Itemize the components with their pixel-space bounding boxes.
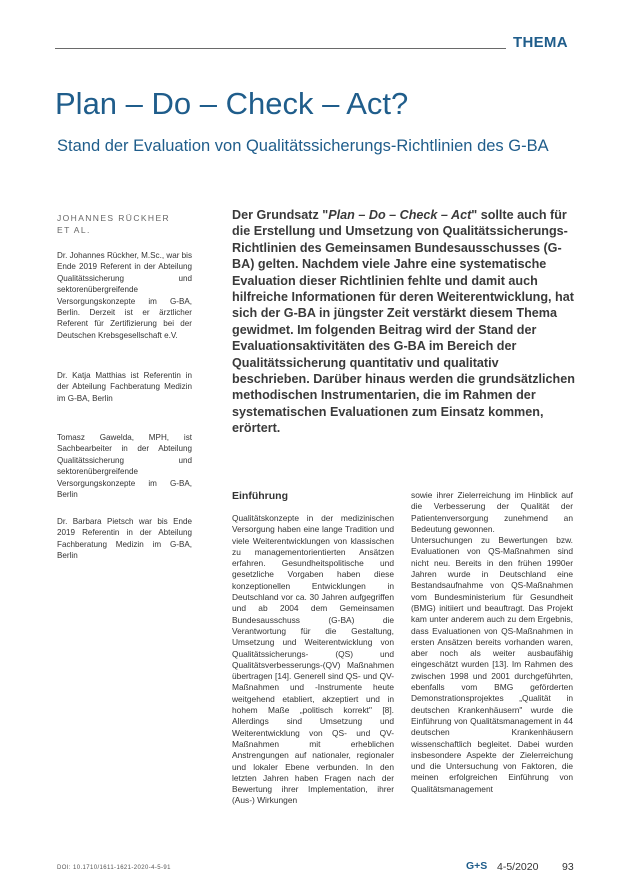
section-label: THEMA	[513, 34, 568, 51]
lead-emphasis: Plan – Do – Check – Act	[328, 208, 472, 222]
lead-text: " sollte auch für die Erstellung und Umsetzung von Qualitätssicherungs-Richtlinien des Gemeinsamen Bundesausschusses (G-BA) gelten. Nachdem viele Jahre eine systematische Evaluation dieser Richtlinien fehlte und damit auch hilfreiche Informationen für deren Weiterentwicklung, hat sich der G-BA in jüngster Zeit verstärkt diesem Thema gewidmet. Im folgenden Beitrag wird der Stand der Evaluationsaktivitäten des G-BA im Bereich der Qualitätssicherung quantitativ und qualitativ beschrieben. Darüber hinaus werden die grundsätzlichen methodischen Instrumentarien, die im Rahmen der systematischen Evaluationen zum Einsatz kommen, erörtert.	[232, 208, 575, 436]
lead-paragraph	[232, 207, 577, 437]
doi-text: DOI: 10.1710/1611-1621-2020-4-5-91	[57, 865, 171, 871]
author-bio: Dr. Barbara Pietsch war bis Ende 2019 Referentin in der Abteilung Fachberatung Medizin im G-BA, Berlin	[57, 517, 192, 561]
page-number: 93	[562, 861, 574, 873]
body-column-1: Qualitätskonzepte in der medizinischen Versorgung haben eine lange Tradition und viele Weiterentwicklungen von klassischen zu managementorientierten Ansätzen erfahren. Gesundheitspolitische und gesetzliche Vorgaben haben diese konzeptionellen Entwicklungen in Deutschland vor ca. 30 Jahren aufgegriffen und ab 2004 dem Gemeinsamen Bundesausschuss (G-BA) die Verantwortung für die Gestaltung, Umsetzung und Weiterentwicklung von Qualitätssicherungs- (QS) und Qualitätsverbesserungs-(QV) Maßnahmen übertragen [14]. Generell sind QS- und QV-Maßnahmen und -Instrumente heute weitgehend etabliert, akzeptiert und in hohem Maße „politisch korrekt" [8]. Allerdings sind Umsetzung und Weiterentwicklung von QS- und QV-Maßnahmen mit erheblichen Anstrengungen auf nationaler, regionaler und lokaler Ebene verbunden. In den letzten Jahren haben Fragen nach der Bewertung ihrer Implementation, ihrer (Aus-) Wirkungen	[232, 513, 394, 806]
lead-text: Der Grundsatz "	[232, 208, 329, 222]
section-heading: Einführung	[232, 490, 288, 502]
body-column-2: sowie ihrer Zielerreichung im Hinblick auf die Verbesserung der Qualität der Patientenversorgung zunehmend an Bedeutung gewonnen. Untersuchungen zu Bewertungen bzw. Evaluationen von QS-Maßnahmen sind nicht neu. Bereits in den frühen 1990er Jahren wurde in Deutschland eine Bestandsaufnahme von QS-Maßnahmen vom Bundesministerium für Gesundheit (BMG) initiiert und beauftragt. Das Projekt kam unter anderem auch zu dem Ergebnis, dass Evaluationen von QS-Maßnahmen in ersten Ansätzen bereits vorhanden waren, aber noch als weiter ausbaufähig eingeschätzt wurden [13]. Im Rahmen des zwischen 1998 und 2001 durchgeführten, ebenfalls vom BMG geförderten Demonstrationsprojektes „Qualität in deutschen Krankenhäusern" wurde die Einführung von Qualitätsmanagement in 44 deutschen Krankenhäusern wissenschaftlich begleitet. Dabei wurden insbesondere Aspekte der Zielerreichung und die Untersuchung von Faktoren, die meinen erfolgreichen Einführung von Qualitätsmanagement	[411, 490, 573, 794]
article-subtitle: Stand der Evaluation von Qualitätssicherungs-Richtlinien des G-BA	[57, 137, 549, 155]
article-title: Plan – Do – Check – Act?	[55, 86, 409, 121]
issue-number: 4-5/2020	[497, 861, 539, 873]
journal-name: G+S	[466, 860, 488, 872]
author-names: JOHANNES RÜCKHER ET AL.	[57, 213, 171, 235]
author-bio: Dr. Katja Matthias ist Referentin in der Abteilung Fachberatung Medizin im G-BA, Berlin	[57, 371, 192, 403]
header-rule	[55, 48, 506, 49]
author-bio: Dr. Johannes Rückher, M.Sc., war bis Ende 2019 Referent in der Abteilung Qualitätssicherung und sektorenübergreifende Versorgungskonzepte im G-BA, Berlin. Derzeit ist er ärztlicher Referent für Zertifizierung bei der Deutschen Krebsgesellschaft e.V.	[57, 251, 192, 340]
author-bio: Tomasz Gawelda, MPH, ist Sachbearbeiter in der Abteilung Qualitätssicherung und sektorenübergreifende Versorgungskonzepte im G-BA, Berlin	[57, 433, 192, 500]
